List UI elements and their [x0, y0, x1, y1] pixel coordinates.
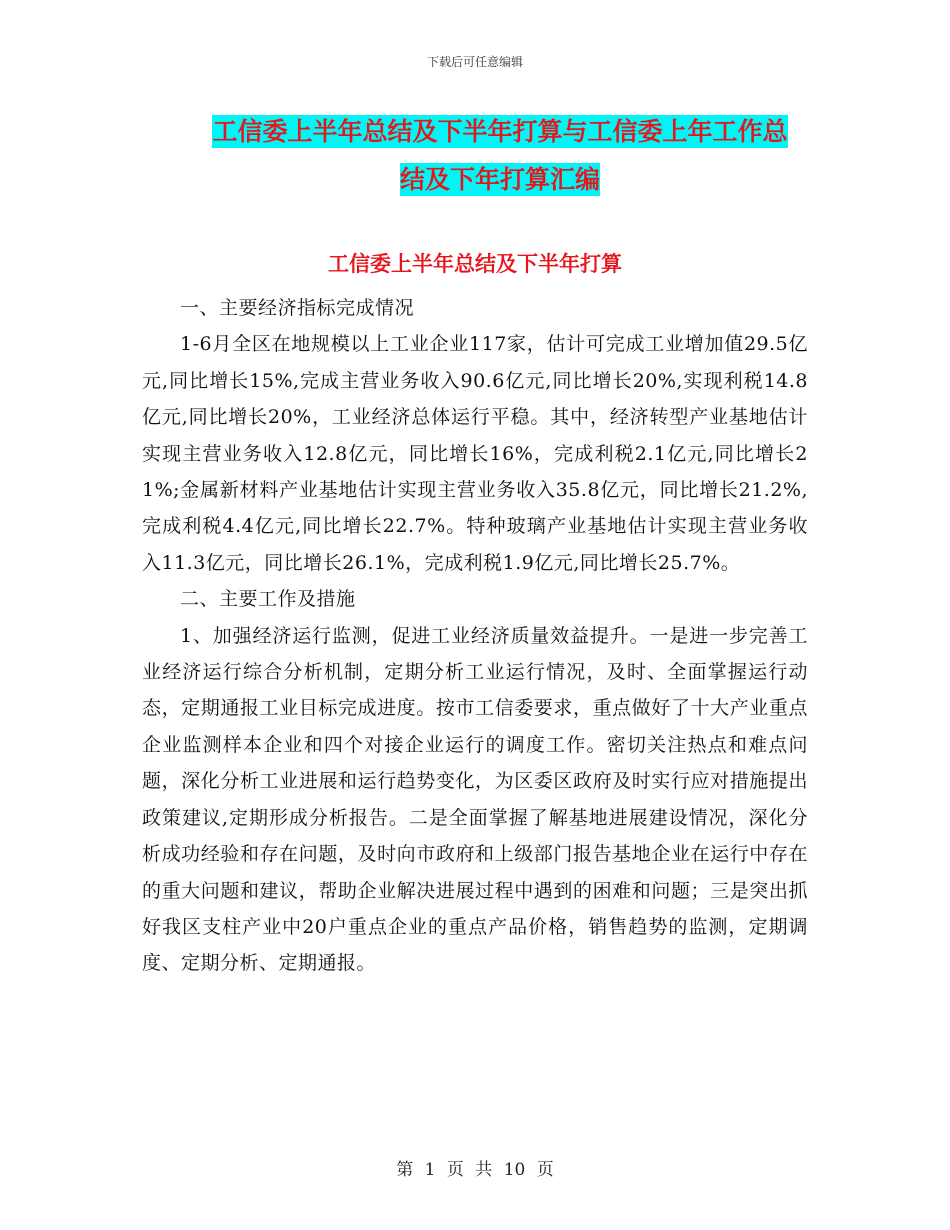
- paragraph-monitoring: 1、加强经济运行监测，促进工业经济质量效益提升。一是进一步完善工业经济运行综合分析机制，定期分析工业运行情况，及时、全面掌握运行动态，定期通报工业目标完成进度。按市工信委要求，重点做好了十大产业重点企业监测样本企业和四个对接企业运行的调度工作。密切关注热点和难点问题，深化分析工业进展和运行趋势变化，为区委区政府及时实行应对措施提出政策建议,定期形成分析报告。二是全面掌握了解基地进展建设情况，深化分析成功经验和存在问题，及时向市政府和上级部门报告基地企业在运行中存在的重大问题和建议，帮助企业解决进展过程中遇到的困难和问题；三是突出抓好我区支柱产业中20户重点企业的重点产品价格，销售趋势的监测，定期调度、定期分析、定期通报。: [142, 624, 808, 975]
- paragraph-indicators: 1-6月全区在地规模以上工业企业117家，估计可完成工业增加值29.5亿元,同比增长15%,完成主营业务收入90.6亿元,同比增长20%,实现利税14.8亿元,同比增长20%，工业经济总体运行平稳。其中，经济转型产业基地估计实现主营业务收入12.8亿元，同比增长16%，完成利税2.1亿元,同比增长21%;金属新材料产业基地估计实现主营业务收入35.8亿元，同比增长21.2%,完成利税4.4亿元,同比增长22.7%。特种玻璃产业基地估计实现主营业务收入11.3亿元，同比增长26.1%，完成利税1.9亿元,同比增长25.7%。: [142, 333, 808, 574]
- section-title: 工信委上半年总结及下半年打算: [328, 252, 622, 276]
- title-line-1: 工信委上半年总结及下半年打算与工信委上年工作总: [212, 117, 788, 146]
- page-header-note: 下载后可任意编辑: [426, 55, 523, 69]
- heading-economic-indicators: 一、主要经济指标完成情况: [180, 297, 415, 319]
- page-footer: 第 1 页 共 10 页: [396, 1160, 554, 1180]
- document-title: [150, 108, 850, 204]
- document-body: [142, 290, 808, 982]
- heading-main-work: 二、主要工作及措施: [180, 588, 356, 611]
- title-line-2: 结及下年打算汇编: [399, 165, 600, 194]
